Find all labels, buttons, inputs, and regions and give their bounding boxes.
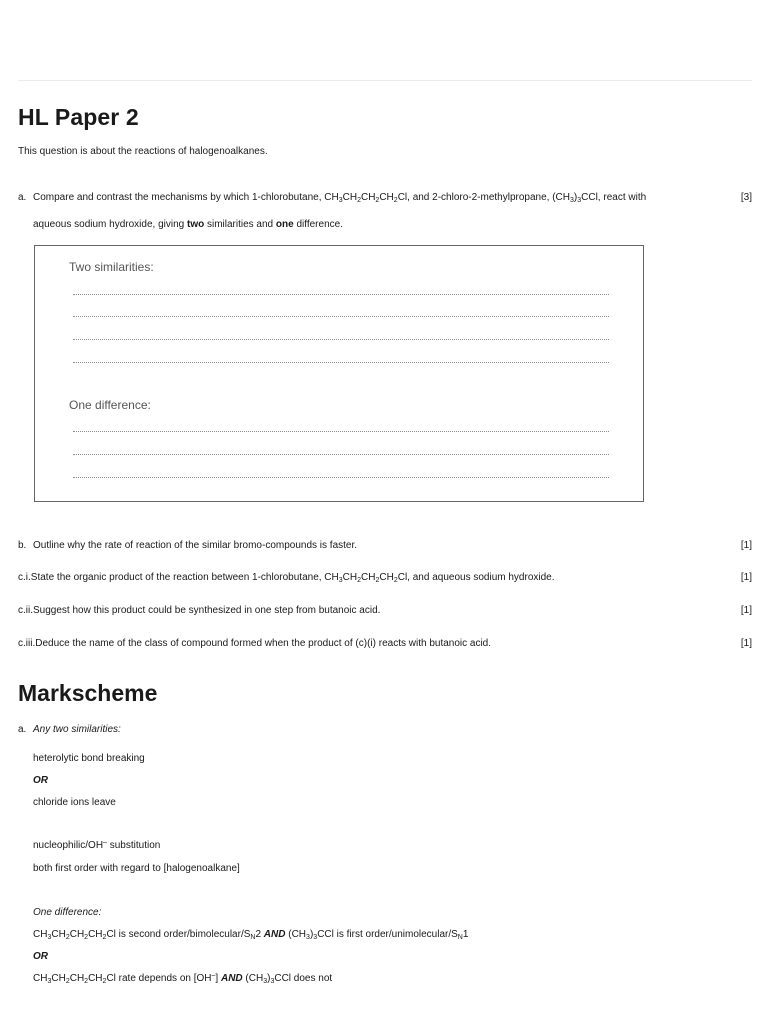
two-similarities-heading: Two similarities: — [69, 260, 154, 274]
answer-line — [73, 431, 609, 432]
answer-line — [73, 362, 609, 363]
question-ci-marks: [1] — [740, 572, 752, 583]
question-cii-label: c.ii. — [18, 605, 33, 616]
question-cii: c.ii.Suggest how this product could be synthesized in one step from butanoic acid. — [18, 605, 381, 616]
question-b-marks: [1] — [740, 540, 752, 551]
question-ciii: c.iii.Deduce the name of the class of compound formed when the product of (c)(i) reacts with butanoic acid. — [18, 638, 492, 649]
similarity-2: chloride ions leave — [33, 797, 116, 808]
one-difference-label: One difference: — [33, 907, 102, 918]
answer-box — [34, 245, 644, 502]
answer-line — [73, 316, 609, 317]
markscheme-title: Markscheme — [18, 680, 158, 706]
question-a-line2: aqueous sodium hydroxide, giving two similarities and one difference. — [33, 219, 343, 230]
question-a-line1: a. Compare and contrast the mechanisms by which 1-chlorobutane, $CH_3CH_2CH_2CH_2Cl$, and 2-chloro-2-methylpropane, $(CH_3)_3CCl$, react with — [18, 192, 647, 204]
similarity-1: heterolytic bond breaking — [33, 753, 145, 764]
question-cii-marks: [1] — [740, 605, 752, 616]
difference-1: $CH_3CH_2CH_2CH_2Cl$ is second order/$bimolecular/S_N2$ AND $(CH_3)_3CCl$ is first order/$unimolecular/S_N1$ — [33, 929, 469, 941]
answer-line — [73, 339, 609, 340]
intro-text: This question is about the reactions of halogenoalkanes. — [18, 146, 268, 157]
question-ciii-marks: [1] — [740, 638, 752, 649]
question-a-label: a. — [18, 192, 27, 203]
page-title: HL Paper 2 — [18, 104, 139, 130]
or-separator: OR — [33, 951, 48, 962]
question-b-label: b. — [18, 540, 27, 551]
question-a-marks: [3] — [740, 192, 752, 203]
or-separator: OR — [33, 775, 48, 786]
question-ci-label: c.i. — [18, 572, 31, 583]
one-difference-heading: One difference: — [69, 398, 151, 412]
answer-line — [73, 477, 609, 478]
question-ciii-label: c.iii. — [18, 638, 36, 649]
answer-line — [73, 454, 609, 455]
difference-2: $CH_3CH_2CH_2CH_2Cl$ rate depends on [OH–] AND $(CH_3)_3CCl$ does not — [33, 972, 333, 985]
similarity-3: nucleophilic/OH– substitution — [33, 839, 161, 851]
markscheme-a-label: a. — [18, 724, 27, 735]
top-divider — [18, 80, 752, 81]
answer-line — [73, 294, 609, 295]
question-b: b. Outline why the rate of reaction of the similar bromo-compounds is faster. — [18, 540, 358, 551]
question-ci: c.i.State the organic product of the reaction between 1-chlorobutane, $CH_3CH_2CH_2CH_2Cl$, and aqueous sodium hydroxide. — [18, 572, 555, 584]
any-two-similarities: Any two similarities: — [33, 724, 121, 735]
similarity-4: both first order with regard to [halogenoalkane] — [33, 863, 240, 874]
